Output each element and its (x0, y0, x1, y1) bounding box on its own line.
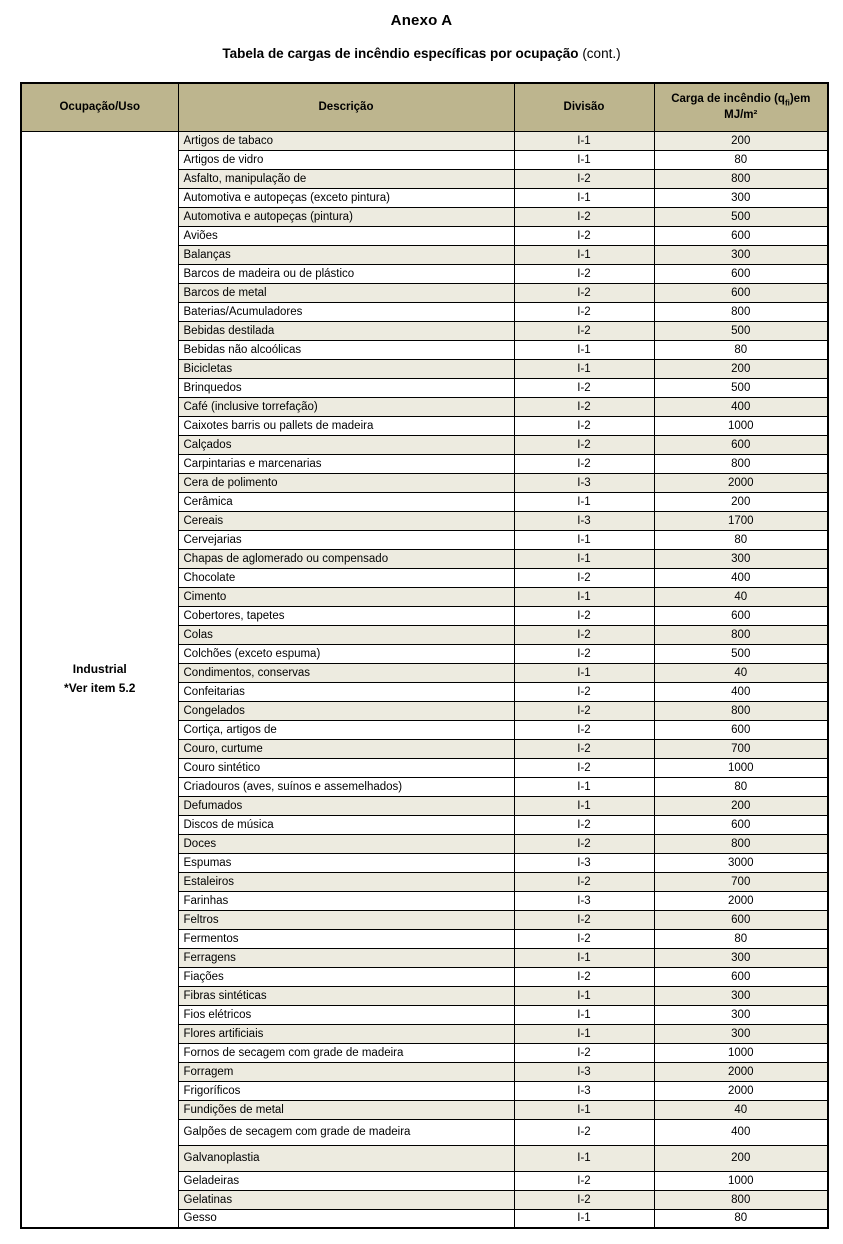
description-cell: Ferragens (178, 948, 514, 967)
fire-load-cell: 600 (654, 606, 828, 625)
description-cell: Cervejarias (178, 530, 514, 549)
division-cell: I-2 (514, 1171, 654, 1190)
division-cell: I-2 (514, 169, 654, 188)
description-cell: Bicicletas (178, 359, 514, 378)
fire-load-cell: 500 (654, 207, 828, 226)
division-cell: I-1 (514, 188, 654, 207)
division-cell: I-1 (514, 777, 654, 796)
description-cell: Calçados (178, 435, 514, 454)
fire-load-cell: 80 (654, 929, 828, 948)
description-cell: Fios elétricos (178, 1005, 514, 1024)
division-cell: I-2 (514, 644, 654, 663)
description-cell: Fiações (178, 967, 514, 986)
description-cell: Cimento (178, 587, 514, 606)
fire-load-cell: 1000 (654, 1171, 828, 1190)
division-cell: I-1 (514, 948, 654, 967)
fire-load-cell: 200 (654, 796, 828, 815)
fire-load-cell: 200 (654, 1145, 828, 1171)
occupancy-group-cell (21, 131, 178, 1228)
description-cell: Fibras sintéticas (178, 986, 514, 1005)
division-cell: I-2 (514, 967, 654, 986)
division-cell: I-2 (514, 929, 654, 948)
description-cell: Defumados (178, 796, 514, 815)
table-body (21, 131, 828, 1228)
fire-load-cell: 700 (654, 872, 828, 891)
description-cell: Forragem (178, 1062, 514, 1081)
fire-load-cell: 300 (654, 986, 828, 1005)
fire-load-cell: 2000 (654, 1062, 828, 1081)
division-cell: I-1 (514, 150, 654, 169)
division-cell: I-2 (514, 568, 654, 587)
description-cell: Asfalto, manipulação de (178, 169, 514, 188)
division-cell: I-1 (514, 359, 654, 378)
description-cell: Galpões de secagem com grade de madeira (178, 1119, 514, 1145)
fire-load-cell: 600 (654, 264, 828, 283)
division-cell: I-1 (514, 663, 654, 682)
fire-load-cell: 1000 (654, 758, 828, 777)
description-cell: Cobertores, tapetes (178, 606, 514, 625)
division-cell: I-2 (514, 397, 654, 416)
table-header-row (21, 83, 828, 131)
fire-load-cell: 800 (654, 701, 828, 720)
division-cell: I-2 (514, 834, 654, 853)
fire-load-cell: 200 (654, 131, 828, 150)
fire-load-cell: 400 (654, 682, 828, 701)
division-cell: I-1 (514, 1145, 654, 1171)
fire-load-cell: 500 (654, 321, 828, 340)
division-cell: I-2 (514, 454, 654, 473)
fire-load-cell: 500 (654, 378, 828, 397)
description-cell: Artigos de vidro (178, 150, 514, 169)
division-cell: I-1 (514, 1005, 654, 1024)
division-cell: I-2 (514, 872, 654, 891)
description-cell: Cerâmica (178, 492, 514, 511)
description-cell: Gesso (178, 1209, 514, 1228)
fire-load-cell: 400 (654, 1119, 828, 1145)
description-cell: Flores artificiais (178, 1024, 514, 1043)
description-cell: Fermentos (178, 929, 514, 948)
fire-load-cell: 2000 (654, 1081, 828, 1100)
description-cell: Galvanoplastia (178, 1145, 514, 1171)
fire-load-cell: 800 (654, 834, 828, 853)
description-cell: Automotiva e autopeças (pintura) (178, 207, 514, 226)
description-cell: Cereais (178, 511, 514, 530)
header-carga-prefix: Carga de incêndio (q (671, 92, 785, 105)
description-cell: Cera de polimento (178, 473, 514, 492)
header-ocupacao-uso: Ocupação/Uso (21, 83, 178, 131)
fire-load-cell: 40 (654, 1100, 828, 1119)
division-cell: I-2 (514, 758, 654, 777)
fire-load-cell: 1700 (654, 511, 828, 530)
fire-load-cell: 600 (654, 226, 828, 245)
division-cell: I-1 (514, 796, 654, 815)
division-cell: I-2 (514, 1043, 654, 1062)
division-cell: I-2 (514, 701, 654, 720)
division-cell: I-1 (514, 131, 654, 150)
fire-load-cell: 300 (654, 188, 828, 207)
fire-load-cell: 2000 (654, 891, 828, 910)
fire-load-cell: 400 (654, 397, 828, 416)
header-carga-unit: MJ/m² (724, 109, 758, 122)
description-cell: Congelados (178, 701, 514, 720)
header-carga-incendio (654, 83, 828, 131)
division-cell: I-2 (514, 435, 654, 454)
page-subtitle-main: Tabela de cargas de incêndio específicas por ocupação (222, 46, 579, 61)
division-cell: I-1 (514, 1100, 654, 1119)
fire-load-cell: 600 (654, 910, 828, 929)
fire-load-cell: 300 (654, 549, 828, 568)
division-cell: I-2 (514, 207, 654, 226)
division-cell: I-2 (514, 283, 654, 302)
division-cell: I-3 (514, 853, 654, 872)
description-cell: Colas (178, 625, 514, 644)
division-cell: I-1 (514, 1024, 654, 1043)
fire-load-cell: 300 (654, 1005, 828, 1024)
fire-load-cell: 2000 (654, 473, 828, 492)
fire-load-cell: 600 (654, 283, 828, 302)
description-cell: Chapas de aglomerado ou compensado (178, 549, 514, 568)
description-cell: Automotiva e autopeças (exceto pintura) (178, 188, 514, 207)
division-cell: I-1 (514, 587, 654, 606)
description-cell: Aviões (178, 226, 514, 245)
division-cell: I-2 (514, 1190, 654, 1209)
header-carga-suffix: )em (789, 92, 811, 105)
description-cell: Estaleiros (178, 872, 514, 891)
fire-load-cell: 600 (654, 720, 828, 739)
division-cell: I-2 (514, 606, 654, 625)
division-cell: I-2 (514, 226, 654, 245)
description-cell: Café (inclusive torrefação) (178, 397, 514, 416)
fire-load-cell: 300 (654, 1024, 828, 1043)
description-cell: Couro, curtume (178, 739, 514, 758)
division-cell: I-1 (514, 549, 654, 568)
division-cell: I-2 (514, 720, 654, 739)
fire-load-cell: 600 (654, 815, 828, 834)
division-cell: I-2 (514, 378, 654, 397)
description-cell: Barcos de madeira ou de plástico (178, 264, 514, 283)
table-row (21, 131, 828, 150)
description-cell: Fornos de secagem com grade de madeira (178, 1043, 514, 1062)
division-cell: I-1 (514, 245, 654, 264)
division-cell: I-2 (514, 625, 654, 644)
description-cell: Fundições de metal (178, 1100, 514, 1119)
division-cell: I-3 (514, 1081, 654, 1100)
fire-load-table (20, 82, 829, 1229)
fire-load-cell: 800 (654, 1190, 828, 1209)
division-cell: I-1 (514, 492, 654, 511)
fire-load-cell: 200 (654, 359, 828, 378)
fire-load-cell: 40 (654, 587, 828, 606)
fire-load-cell: 80 (654, 530, 828, 549)
division-cell: I-1 (514, 986, 654, 1005)
description-cell: Caixotes barris ou pallets de madeira (178, 416, 514, 435)
fire-load-cell: 1000 (654, 1043, 828, 1062)
fire-load-cell: 3000 (654, 853, 828, 872)
description-cell: Doces (178, 834, 514, 853)
fire-load-cell: 800 (654, 169, 828, 188)
description-cell: Geladeiras (178, 1171, 514, 1190)
division-cell: I-2 (514, 264, 654, 283)
header-carga-subscript: fi (784, 97, 790, 107)
fire-load-cell: 200 (654, 492, 828, 511)
fire-load-cell: 800 (654, 302, 828, 321)
fire-load-cell: 300 (654, 948, 828, 967)
division-cell: I-2 (514, 302, 654, 321)
fire-load-cell: 500 (654, 644, 828, 663)
fire-load-cell: 800 (654, 625, 828, 644)
fire-load-cell: 40 (654, 663, 828, 682)
description-cell: Confeitarias (178, 682, 514, 701)
header-descricao: Descrição (178, 83, 514, 131)
description-cell: Cortiça, artigos de (178, 720, 514, 739)
header-divisao: Divisão (514, 83, 654, 131)
fire-load-cell: 80 (654, 777, 828, 796)
fire-load-cell: 80 (654, 150, 828, 169)
division-cell: I-2 (514, 910, 654, 929)
fire-load-cell: 80 (654, 1209, 828, 1228)
description-cell: Gelatinas (178, 1190, 514, 1209)
division-cell: I-3 (514, 1062, 654, 1081)
page-subtitle (0, 46, 843, 61)
division-cell: I-1 (514, 340, 654, 359)
description-cell: Chocolate (178, 568, 514, 587)
fire-load-cell: 800 (654, 454, 828, 473)
description-cell: Feltros (178, 910, 514, 929)
division-cell: I-2 (514, 815, 654, 834)
division-cell: I-3 (514, 511, 654, 530)
description-cell: Bebidas destilada (178, 321, 514, 340)
description-cell: Colchões (exceto espuma) (178, 644, 514, 663)
division-cell: I-3 (514, 891, 654, 910)
division-cell: I-2 (514, 682, 654, 701)
division-cell: I-2 (514, 1119, 654, 1145)
description-cell: Artigos de tabaco (178, 131, 514, 150)
description-cell: Frigoríficos (178, 1081, 514, 1100)
page-subtitle-note: (cont.) (578, 46, 621, 61)
description-cell: Discos de música (178, 815, 514, 834)
fire-load-cell: 600 (654, 967, 828, 986)
division-cell: I-1 (514, 1209, 654, 1228)
table-header (21, 83, 828, 131)
occupancy-group-note: *Ver item 5.2 (64, 681, 136, 696)
fire-load-cell: 1000 (654, 416, 828, 435)
division-cell: I-2 (514, 739, 654, 758)
division-cell: I-2 (514, 321, 654, 340)
occupancy-group-name: Industrial (72, 662, 127, 677)
description-cell: Carpintarias e marcenarias (178, 454, 514, 473)
description-cell: Balanças (178, 245, 514, 264)
division-cell: I-1 (514, 530, 654, 549)
page-title: Anexo A (390, 12, 453, 29)
fire-load-cell: 700 (654, 739, 828, 758)
description-cell: Criadouros (aves, suínos e assemelhados) (178, 777, 514, 796)
fire-load-cell: 80 (654, 340, 828, 359)
division-cell: I-2 (514, 416, 654, 435)
description-cell: Brinquedos (178, 378, 514, 397)
fire-load-cell: 600 (654, 435, 828, 454)
fire-load-cell: 400 (654, 568, 828, 587)
description-cell: Condimentos, conservas (178, 663, 514, 682)
description-cell: Baterias/Acumuladores (178, 302, 514, 321)
description-cell: Espumas (178, 853, 514, 872)
description-cell: Barcos de metal (178, 283, 514, 302)
division-cell: I-3 (514, 473, 654, 492)
fire-load-cell: 300 (654, 245, 828, 264)
description-cell: Couro sintético (178, 758, 514, 777)
description-cell: Bebidas não alcoólicas (178, 340, 514, 359)
description-cell: Farinhas (178, 891, 514, 910)
